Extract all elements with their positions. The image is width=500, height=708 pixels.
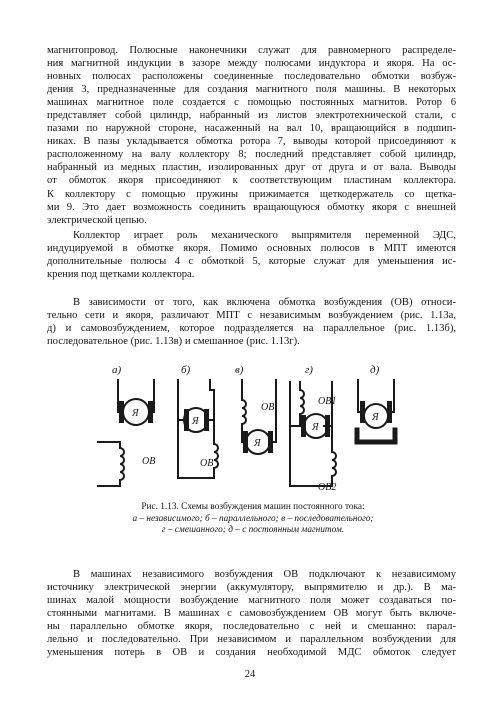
text-line: расположенному на валу коллектору 8; последний представляет собой цилиндр, bbox=[47, 149, 456, 161]
label-d: д) bbox=[370, 364, 380, 376]
text-line: тельно сети и якоря, различают МПТ с независимым возбуждением (рис. 1.13а, bbox=[47, 310, 456, 322]
figure-caption bbox=[60, 502, 446, 537]
text-line: В машинах независимого возбуждения ОВ подключают к независимому bbox=[73, 569, 456, 580]
text-line: ми 9. Это дает возможность соединить вращающуюся обмотку якоря с внешней bbox=[47, 201, 456, 213]
text-line: крения под щетками коллектора. bbox=[47, 269, 195, 281]
text-line: представляет собой цилиндр, набранный из листов электротехнической стали, с bbox=[47, 110, 456, 122]
label-a: а) bbox=[112, 364, 122, 376]
text-line: лельно и последовательно. При независимом и параллельном возбуждении для bbox=[47, 634, 456, 646]
armature-a-label: Я bbox=[132, 408, 139, 419]
text-line: последовательное (рис. 1.13в) и смешанное (рис. 1.13г). bbox=[47, 336, 300, 348]
label-b: б) bbox=[181, 364, 191, 376]
armature-v-label: Я bbox=[254, 438, 261, 449]
text-line: набранный из медных пластин, изолированных друг от друга и от вала. Выводы bbox=[47, 162, 456, 174]
caption-title: Рис. 1.13. Схемы возбуждения машин постоянного тока: bbox=[141, 502, 365, 512]
scheme-a-independent bbox=[98, 380, 154, 486]
text-line: д) и самовозбуждением, которое подразделяется на параллельное (рис. 1.13б), bbox=[47, 323, 456, 335]
text-line: К коллектору с помощью пружины прижимается щеткодержатель со щетка- bbox=[47, 188, 456, 200]
text-line: электрической цепью. bbox=[47, 214, 147, 226]
text-line: шинах малой мощности возбуждение магнитного поля может создаваться по- bbox=[47, 595, 456, 607]
text-line: ния магнитной индукции в зазоре между полюсами индуктора и якоря. На ос- bbox=[47, 58, 456, 70]
text-line: индуцируемой в обмотке якоря. Помимо основных полюсов в МПТ имеются bbox=[47, 243, 456, 255]
text-line: дополнительные полюсы 4 с обмоткой 5, которые служат для уменьшения ис- bbox=[47, 256, 456, 268]
armature-d-label: Я bbox=[372, 412, 379, 423]
label-g: г) bbox=[305, 364, 313, 376]
text-line: ны параллельно обмотке якоря, последовательно с ней и смешанно: парал- bbox=[47, 621, 456, 633]
winding-g2-label: ОВ2 bbox=[318, 482, 337, 493]
text-line: источнику электрической энергии (аккумулятору, выпрямителю и др.). В ма- bbox=[47, 582, 456, 594]
page-number: 24 bbox=[244, 669, 256, 680]
text-line: В зависимости от того, как включена обмотка возбуждения (ОВ) относи- bbox=[73, 297, 456, 308]
text-line: уменьшения потерь в ОВ и создания необходимой МДС обмоток следует bbox=[47, 647, 456, 659]
label-v: в) bbox=[235, 364, 244, 376]
text-line: пазами по наружной стороне, насаженный на вал 10, вращающийся в подшип- bbox=[47, 123, 456, 135]
text-line: машинах магнитное поле создается с помощью постоянных магнитов. Ротор 6 bbox=[47, 97, 456, 109]
armature-g-label: Я bbox=[312, 422, 319, 433]
text-line: от обмоток якоря присоединяют к соответствующим пластинам коллектора. bbox=[47, 175, 456, 187]
winding-b-label: ОВ bbox=[200, 458, 214, 469]
text-line: дения 3, предназначенные для создания магнитного поля машины. В некоторых bbox=[47, 84, 456, 96]
text-line: новных полюсах расположены соединенные последовательно обмотки возбуж- bbox=[47, 71, 456, 83]
winding-a-label: ОВ bbox=[142, 456, 156, 467]
text-line: стоянными магнитами. В машинах с самовозбуждением ОВ могут быть включе- bbox=[47, 608, 456, 620]
text-line: магнитопровод. Полюсные наконечники служат для равномерного распределе- bbox=[47, 45, 456, 56]
caption-line-3: г – смешанного; д – с постоянным магнитом. bbox=[161, 525, 345, 535]
caption-line-2: а – независимого; б – параллельного; в – последовательного; bbox=[132, 513, 374, 524]
text-line: никах. В пазы укладывается обмотка ротора 7, выводы которой присоединяют к bbox=[47, 136, 456, 148]
armature-b-label: Я bbox=[192, 416, 199, 427]
text-line: Коллектор играет роль механического выпрямителя переменной ЭДС, bbox=[73, 230, 456, 241]
paragraph-4 bbox=[47, 568, 456, 659]
winding-v-label: ОВ bbox=[261, 402, 275, 413]
scheme-d-permanent-magnet bbox=[357, 380, 395, 442]
permanent-magnet bbox=[357, 430, 395, 442]
winding-g1-label: ОВ1 bbox=[318, 396, 337, 407]
